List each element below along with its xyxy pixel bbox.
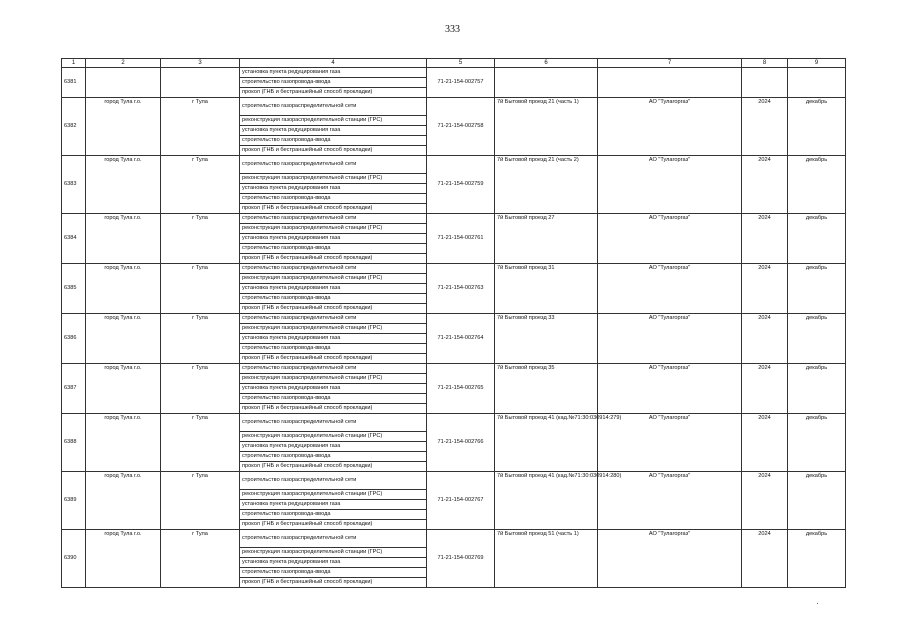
locality-cell: г Тула [161, 98, 240, 156]
work-item: установка пункта редуцирования газа [240, 384, 427, 394]
object-code: 71-21-154-002763 [427, 264, 495, 314]
year-cell: 2024 [742, 156, 788, 214]
work-item: прокол (ГНБ и бестраншейный способ прокладки) [240, 146, 427, 156]
work-item: реконструкция газораспределительной станции (ГРС) [240, 174, 427, 184]
column-header: 2 [86, 59, 161, 68]
table-row [62, 530, 846, 548]
month-cell: декабрь [788, 214, 846, 264]
month-cell [788, 68, 846, 98]
address-cell: 7й Бытовой проезд 51 (часть 1) [495, 530, 598, 588]
work-item: установка пункта редуцирования газа [240, 442, 427, 452]
work-item: строительство газораспределительной сети [240, 314, 427, 324]
work-item: установка пункта редуцирования газа [240, 284, 427, 294]
table-row [62, 156, 846, 174]
work-item: прокол (ГНБ и бестраншейный способ прокладки) [240, 578, 427, 588]
month-cell: декабрь [788, 264, 846, 314]
owner-cell: АО "Тулагоргаз" [598, 472, 742, 530]
table-body [62, 68, 846, 588]
year-cell: 2024 [742, 264, 788, 314]
locality-cell: г Тула [161, 214, 240, 264]
month-cell: декабрь [788, 98, 846, 156]
owner-cell: АО "Тулагоргаз" [598, 364, 742, 414]
table-row [62, 314, 846, 324]
scan-speck [817, 603, 818, 604]
table-row [62, 214, 846, 224]
row-number: 6383 [62, 156, 86, 214]
locality-cell: г Тула [161, 314, 240, 364]
locality-cell: г Тула [161, 264, 240, 314]
district-cell: город Тула г.о. [86, 264, 161, 314]
district-cell: город Тула г.о. [86, 472, 161, 530]
district-cell: город Тула г.о. [86, 156, 161, 214]
district-cell: город Тула г.о. [86, 98, 161, 156]
work-item: строительство газопровода-ввода [240, 244, 427, 254]
column-header: 1 [62, 59, 86, 68]
locality-cell [161, 68, 240, 98]
work-item: прокол (ГНБ и бестраншейный способ прокладки) [240, 88, 427, 98]
work-item: установка пункта редуцирования газа [240, 234, 427, 244]
work-item: строительство газораспределительной сети [240, 264, 427, 274]
work-item: строительство газораспределительной сети [240, 214, 427, 224]
work-item: строительство газопровода-ввода [240, 510, 427, 520]
work-item: установка пункта редуцирования газа [240, 500, 427, 510]
year-cell: 2024 [742, 364, 788, 414]
owner-cell [598, 68, 742, 98]
row-number: 6382 [62, 98, 86, 156]
row-number: 6390 [62, 530, 86, 588]
work-item: прокол (ГНБ и бестраншейный способ прокладки) [240, 404, 427, 414]
table-row [62, 68, 846, 78]
locality-cell: г Тула [161, 414, 240, 472]
column-header: 7 [598, 59, 742, 68]
table-row [62, 414, 846, 432]
year-cell: 2024 [742, 530, 788, 588]
month-cell: декабрь [788, 530, 846, 588]
month-cell: декабрь [788, 156, 846, 214]
address-cell: 7й Бытовой проезд 33 [495, 314, 598, 364]
owner-cell: АО "Тулагоргаз" [598, 214, 742, 264]
work-item: строительство газопровода-ввода [240, 452, 427, 462]
owner-cell: АО "Тулагоргаз" [598, 264, 742, 314]
work-item: установка пункта редуцирования газа [240, 126, 427, 136]
work-item: реконструкция газораспределительной станции (ГРС) [240, 374, 427, 384]
object-code: 71-21-154-002758 [427, 98, 495, 156]
work-item: строительство газораспределительной сети [240, 98, 427, 116]
work-item: реконструкция газораспределительной станции (ГРС) [240, 324, 427, 334]
owner-cell: АО "Тулагоргаз" [598, 530, 742, 588]
work-item: строительство газораспределительной сети [240, 156, 427, 174]
address-cell: 7й Бытовой проезд 35 [495, 364, 598, 414]
address-cell: 7й Бытовой проезд 41 (кад.№71:30:030914:280) [495, 472, 598, 530]
locality-cell: г Тула [161, 364, 240, 414]
object-code: 71-21-154-002761 [427, 214, 495, 264]
address-cell: 7й Бытовой проезд 21 (часть 1) [495, 98, 598, 156]
year-cell: 2024 [742, 314, 788, 364]
owner-cell: АО "Тулагоргаз" [598, 314, 742, 364]
district-cell: город Тула г.о. [86, 214, 161, 264]
district-cell: город Тула г.о. [86, 314, 161, 364]
year-cell: 2024 [742, 472, 788, 530]
table-row [62, 472, 846, 490]
column-header: 4 [240, 59, 427, 68]
address-cell: 7й Бытовой проезд 21 (часть 2) [495, 156, 598, 214]
column-header: 5 [427, 59, 495, 68]
work-item: установка пункта редуцирования газа [240, 558, 427, 568]
work-item: реконструкция газораспределительной станции (ГРС) [240, 432, 427, 442]
work-item: реконструкция газораспределительной станции (ГРС) [240, 548, 427, 558]
owner-cell: АО "Тулагоргаз" [598, 98, 742, 156]
object-code: 71-21-154-002767 [427, 472, 495, 530]
address-cell [495, 68, 598, 98]
month-cell: декабрь [788, 414, 846, 472]
address-cell: 7й Бытовой проезд 31 [495, 264, 598, 314]
object-code: 71-21-154-002769 [427, 530, 495, 588]
owner-cell: АО "Тулагоргаз" [598, 156, 742, 214]
row-number: 6385 [62, 264, 86, 314]
address-cell: 7й Бытовой проезд 41 (кад.№71:30:030914:279) [495, 414, 598, 472]
work-item: прокол (ГНБ и бестраншейный способ прокладки) [240, 354, 427, 364]
work-item: прокол (ГНБ и бестраншейный способ прокладки) [240, 462, 427, 472]
locality-cell: г Тула [161, 530, 240, 588]
object-code: 71-21-154-002764 [427, 314, 495, 364]
work-item: строительство газопровода-ввода [240, 568, 427, 578]
table-row [62, 98, 846, 116]
work-item: прокол (ГНБ и бестраншейный способ прокладки) [240, 254, 427, 264]
page-number: 333 [445, 24, 460, 35]
column-header: 9 [788, 59, 846, 68]
month-cell: декабрь [788, 364, 846, 414]
work-item: строительство газопровода-ввода [240, 194, 427, 204]
address-cell: 7й Бытовой проезд 27 [495, 214, 598, 264]
row-number: 6386 [62, 314, 86, 364]
work-item: реконструкция газораспределительной станции (ГРС) [240, 224, 427, 234]
year-cell: 2024 [742, 98, 788, 156]
column-header: 6 [495, 59, 598, 68]
owner-cell: АО "Тулагоргаз" [598, 414, 742, 472]
work-item: прокол (ГНБ и бестраншейный способ прокладки) [240, 520, 427, 530]
work-item: прокол (ГНБ и бестраншейный способ прокладки) [240, 204, 427, 214]
district-cell [86, 68, 161, 98]
object-code: 71-21-154-002766 [427, 414, 495, 472]
year-cell [742, 68, 788, 98]
month-cell: декабрь [788, 472, 846, 530]
year-cell: 2024 [742, 214, 788, 264]
work-item: установка пункта редуцирования газа [240, 184, 427, 194]
table-row [62, 264, 846, 274]
row-number: 6381 [62, 68, 86, 98]
work-item: установка пункта редуцирования газа [240, 68, 427, 78]
column-header: 8 [742, 59, 788, 68]
locality-cell: г Тула [161, 472, 240, 530]
row-number: 6389 [62, 472, 86, 530]
work-item: строительство газораспределительной сети [240, 364, 427, 374]
work-item: строительство газопровода-ввода [240, 344, 427, 354]
month-cell: декабрь [788, 314, 846, 364]
table-header [62, 59, 846, 68]
work-item: строительство газопровода-ввода [240, 394, 427, 404]
register-table [61, 58, 846, 588]
object-code: 71-21-154-002757 [427, 68, 495, 98]
district-cell: город Тула г.о. [86, 414, 161, 472]
year-cell: 2024 [742, 414, 788, 472]
work-item: строительство газораспределительной сети [240, 414, 427, 432]
work-item: строительство газораспределительной сети [240, 530, 427, 548]
work-item: строительство газораспределительной сети [240, 472, 427, 490]
row-number: 6387 [62, 364, 86, 414]
work-item: установка пункта редуцирования газа [240, 334, 427, 344]
locality-cell: г Тула [161, 156, 240, 214]
row-number: 6384 [62, 214, 86, 264]
work-item: реконструкция газораспределительной станции (ГРС) [240, 116, 427, 126]
work-item: реконструкция газораспределительной станции (ГРС) [240, 490, 427, 500]
work-item: прокол (ГНБ и бестраншейный способ прокладки) [240, 304, 427, 314]
object-code: 71-21-154-002759 [427, 156, 495, 214]
district-cell: город Тула г.о. [86, 530, 161, 588]
object-code: 71-21-154-002765 [427, 364, 495, 414]
district-cell: город Тула г.о. [86, 364, 161, 414]
column-header: 3 [161, 59, 240, 68]
work-item: строительство газопровода-ввода [240, 294, 427, 304]
table-row [62, 364, 846, 374]
work-item: реконструкция газораспределительной станции (ГРС) [240, 274, 427, 284]
work-item: строительство газопровода-ввода [240, 136, 427, 146]
row-number: 6388 [62, 414, 86, 472]
work-item: строительство газопровода-ввода [240, 78, 427, 88]
